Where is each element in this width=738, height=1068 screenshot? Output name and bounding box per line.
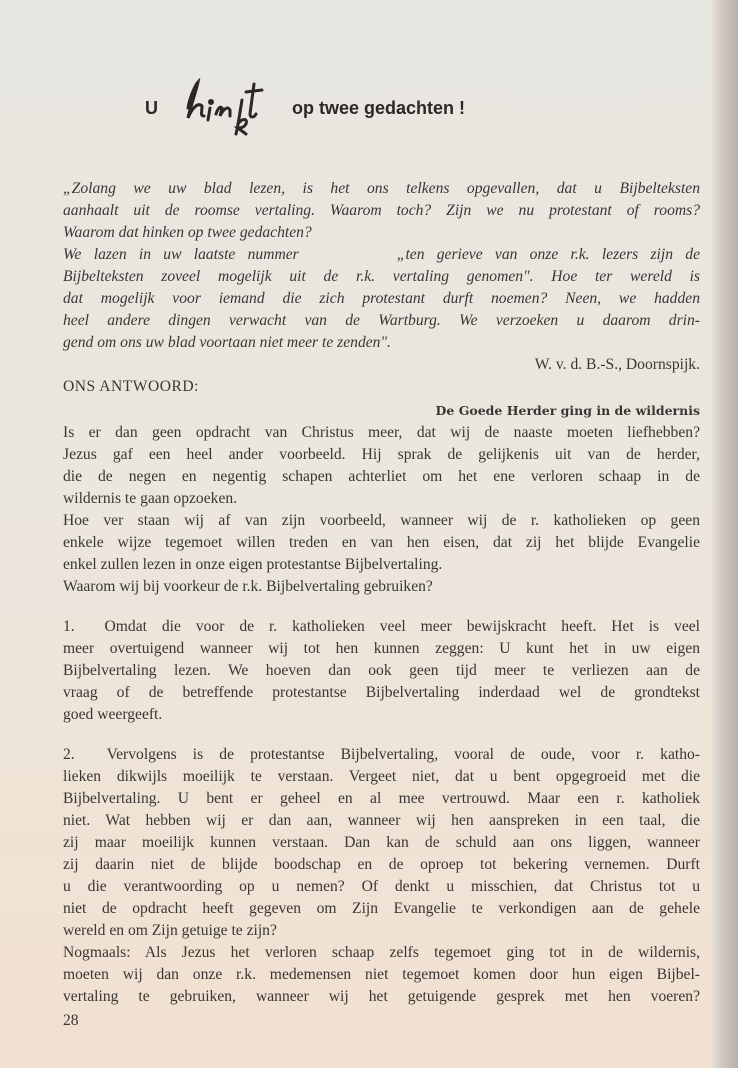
text-line: zij maar moeilijk kunnen verstaan. Dan kan de schuld aan ons liggen, wanneer: [63, 834, 700, 851]
text-line: vraag of de betreffende protestantse Bijbelvertaling inderdaad wel de grondtekst: [63, 684, 700, 701]
text-line: u die verantwoording op u nemen? Of denkt u misschien, dat Christus tot u: [63, 878, 700, 895]
text-line: wildernis te gaan opzoeken.: [63, 490, 238, 507]
article-title: [145, 78, 465, 138]
text-line: zij daarin niet de blijde boodschap en de oproep tot bekering vernemen. Durft: [63, 856, 700, 873]
letter-line: gend om ons uw blad voortaan niet meer te zenden".: [63, 334, 391, 351]
letter-line: Bijbelteksten zoveel mogelijk uit de r.k. vertaling genomen". Hoe ter wereld is: [63, 268, 700, 285]
point-2: [63, 744, 700, 1008]
reader-letter: [63, 178, 700, 354]
text-line: Nogmaals: Als Jezus het verloren schaap zelfs tegemoet ging tot in de wildernis,: [63, 944, 700, 961]
text-line: wereld en om Zijn getuige te zijn?: [63, 922, 277, 939]
text-line: 1. Omdat die voor de r. katholieken veel meer bewijskracht heeft. Het is veel: [63, 618, 700, 635]
text-line: Bijbelvertaling lezen. We hoeven dan ook geen tijd meer te verliezen aan de: [63, 662, 700, 679]
letter-line: aanhaalt uit de roomse vertaling. Waarom toch? Zijn we nu protestant of rooms?: [63, 202, 700, 219]
text-line: goed weergeeft.: [63, 706, 163, 723]
letter-line: „Zolang we uw blad lezen, is het ons telkens opgevallen, dat u Bijbelteksten: [63, 180, 700, 197]
paragraph-2: [63, 510, 700, 598]
title-suffix: op twee gedachten !: [292, 97, 466, 118]
handwritten-word-hinkt: [180, 78, 270, 138]
text-line: 2. Vervolgens is de protestantse Bijbelvertaling, vooral de oude, voor r. katho-: [63, 746, 700, 763]
text-line: niet de opdracht heeft gegeven om Zijn Evangelie te verkondigen aan de gehele: [63, 900, 700, 917]
answer-heading: ONS ANTWOORD:: [63, 378, 200, 395]
subheading: De Goede Herder ging in de wildernis: [435, 403, 700, 418]
text-line: Hoe ver staan wij af van zijn voorbeeld, wanneer wij de r. katholieken op geen: [63, 512, 700, 529]
title-prefix: U: [145, 97, 158, 118]
text-line: enkel zullen lezen in onze eigen protestantse Bijbelvertaling.: [63, 556, 443, 573]
text-line: Waarom wij bij voorkeur de r.k. Bijbelvertaling gebruiken?: [63, 578, 433, 595]
text-line: Jezus gaf een heel ander voorbeeld. Hij sprak de gelijkenis uit van de herder,: [63, 446, 700, 463]
text-line: vertaling te gebruiken, wanneer wij het getuigende gesprek met hen voeren?: [63, 988, 700, 1005]
text-line: meer overtuigend wanneer wij tot hen kunnen zeggen: U kunt het in uw eigen: [63, 640, 700, 657]
text-line: Bijbelvertaling. U bent er geheel en al mee vertrouwd. Maar een r. katholiek: [63, 790, 700, 807]
paragraph-1: [63, 422, 700, 510]
text-line: moeten wij dan onze r.k. medemensen niet tegemoet komen door hun eigen Bijbel-: [63, 966, 700, 983]
text-line: Is er dan geen opdracht van Christus meer, dat wij de naaste moeten liefhebben?: [63, 424, 700, 441]
point-1: [63, 616, 700, 726]
text-line: lieken dikwijls moeilijk te verstaan. Vergeet niet, dat u bent opgegroeid met die: [63, 768, 700, 785]
letter-line: Waarom dat hinken op twee gedachten?: [63, 224, 312, 241]
letter-line: heel andere dingen verwacht van de Wartburg. We verzoeken u daarom drin-: [63, 312, 700, 329]
page-number: 28: [63, 1012, 79, 1029]
letter-signature: W. v. d. B.-S., Doornspijk.: [534, 356, 700, 373]
text-line: die de negen en negentig schapen achterliet om het ene verloren schaap in de: [63, 468, 700, 485]
page-edge-shadow: [712, 0, 738, 1068]
letter-section: [63, 178, 700, 1032]
text-line: niet. Wat hebben wij er dan aan, wanneer wij hen aanspreken in een taal, die: [63, 812, 700, 829]
letter-line: We lazen in uw laatste nummer „ten gerieve van onze r.k. lezers zijn de: [63, 246, 700, 263]
letter-line: dat mogelijk voor iemand die zich protestant durft noemen? Neen, we hadden: [63, 290, 700, 307]
text-line: enkele wijze tegemoet willen treden en van hen eisen, dat zij het blijde Evangelie: [63, 534, 700, 551]
